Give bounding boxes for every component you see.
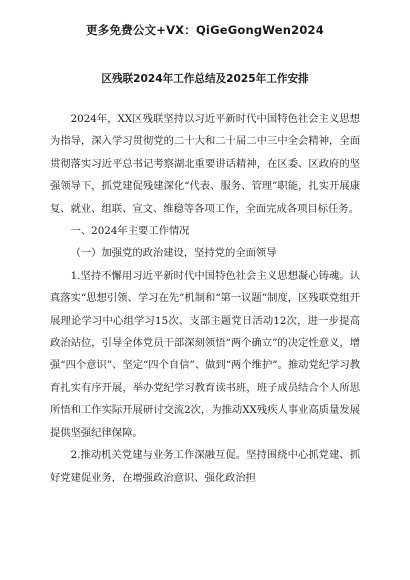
intro-paragraph: 2024年，XX区残联坚持以习近平新时代中国特色社会主义思想为指导，深入学习贯彻党的二十大和二十届二中三中全会精神，全面贯彻落实习近平总书记考察湖北重要讲话精神，在区委、区政府的坚强领导下，抓党建促残建深化“代表、服务、管理”职能，扎实开展康复、就业、组联、宣文、维稳等各项工作，全面完成各项目标任务。	[50, 113, 360, 215]
subsection-heading: （一）加强党的政治建设，坚持党的全面领导	[70, 247, 277, 260]
document-title: 区残联2024年工作总结及2025年工作安排	[101, 73, 309, 85]
item-paragraph-1: 1.坚持不懈用习近平新时代中国特色社会主义思想凝心铸魂。认真落实“思想引领、学习在先”机制和“第一议题”制度，区残联党组开展理论学习中心组学习15次、支部主题党日活动12次，进一步提高政治站位，引导全体党员干部深刻领悟“两个确立”的决定性意义，增强“四个意识”、坚定“四个自信”、做到“两个维护”。推动党纪学习教育扎实有序开展，举办党纪学习教育读书班，班子成员结合个人所思所悟和工作实际开展研讨交流2次，为推动XX残疾人事业高质量发展提供坚强纪律保障。	[50, 269, 360, 439]
item-paragraph-2: 2.推动机关党建与业务工作深融互促。坚持围绕中心抓党建、抓好党建促业务，在增强政治意识、强化政治担	[50, 449, 360, 484]
watermark-header: 更多免费公文+VX：QiGeGongWen2024	[86, 23, 324, 37]
section-heading: 一、2024年主要工作情况	[70, 225, 190, 238]
